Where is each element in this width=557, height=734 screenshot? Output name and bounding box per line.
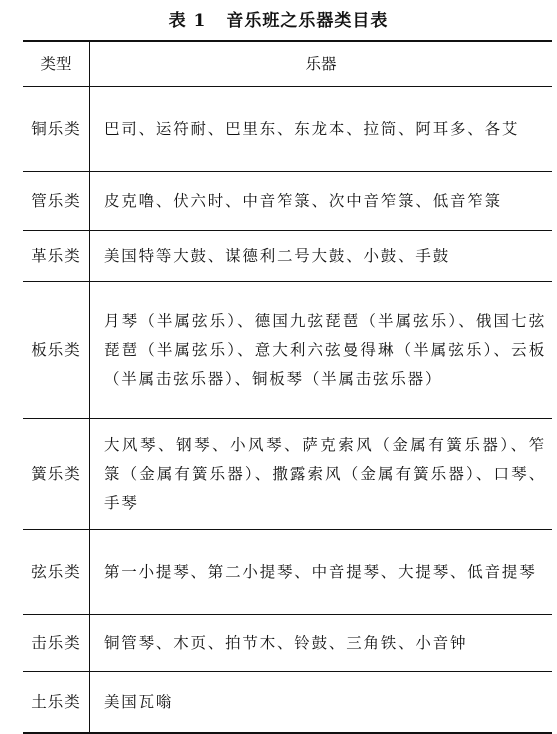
caption-text: 音乐班之乐器类目表 [226,11,389,31]
table-row [23,282,552,419]
caption-number: 表 1 [168,11,207,31]
instrument-catalog-table [23,40,552,734]
instruments-cell: 铜管琴、木页、拍节木、铃鼓、三角铁、小音钟 [90,615,553,672]
category-cell: 管乐类 [23,172,90,231]
instruments-cell: 皮克噜、伏六时、中音笮箓、次中音笮箓、低音笮箓 [90,172,553,231]
table-row [23,87,552,172]
table-row [23,672,552,734]
category-cell: 铜乐类 [23,87,90,172]
instruments-cell: 第一小提琴、第二小提琴、中音提琴、大提琴、低音提琴 [90,530,553,615]
table-row [23,615,552,672]
header-type: 类型 [23,41,90,87]
category-cell: 击乐类 [23,615,90,672]
table-row [23,530,552,615]
table-caption [0,6,557,31]
instruments-cell: 美国特等大鼓、谋德利二号大鼓、小鼓、手鼓 [90,231,553,282]
table-row [23,172,552,231]
instruments-cell: 美国瓦嗡 [90,672,553,734]
category-cell: 簧乐类 [23,419,90,530]
table-row [23,419,552,530]
category-cell: 革乐类 [23,231,90,282]
category-cell: 板乐类 [23,282,90,419]
table-row [23,231,552,282]
instruments-cell: 月琴（半属弦乐）、德国九弦琵琶（半属弦乐）、俄国七弦琵琶（半属弦乐）、意大利六弦曼得琳（半属弦乐）、云板（半属击弦乐器）、铜板琴（半属击弦乐器） [90,282,553,419]
instruments-cell: 大风琴、钢琴、小风琴、萨克索风（金属有簧乐器）、笮箓（金属有簧乐器）、撒露索风（金属有簧乐器）、口琴、手琴 [90,419,553,530]
table-header-row [23,41,552,87]
category-cell: 弦乐类 [23,530,90,615]
instruments-cell: 巴司、运符耐、巴里东、东龙本、拉筒、阿耳多、各艾 [90,87,553,172]
category-cell: 土乐类 [23,672,90,734]
header-instruments: 乐器 [90,41,553,87]
